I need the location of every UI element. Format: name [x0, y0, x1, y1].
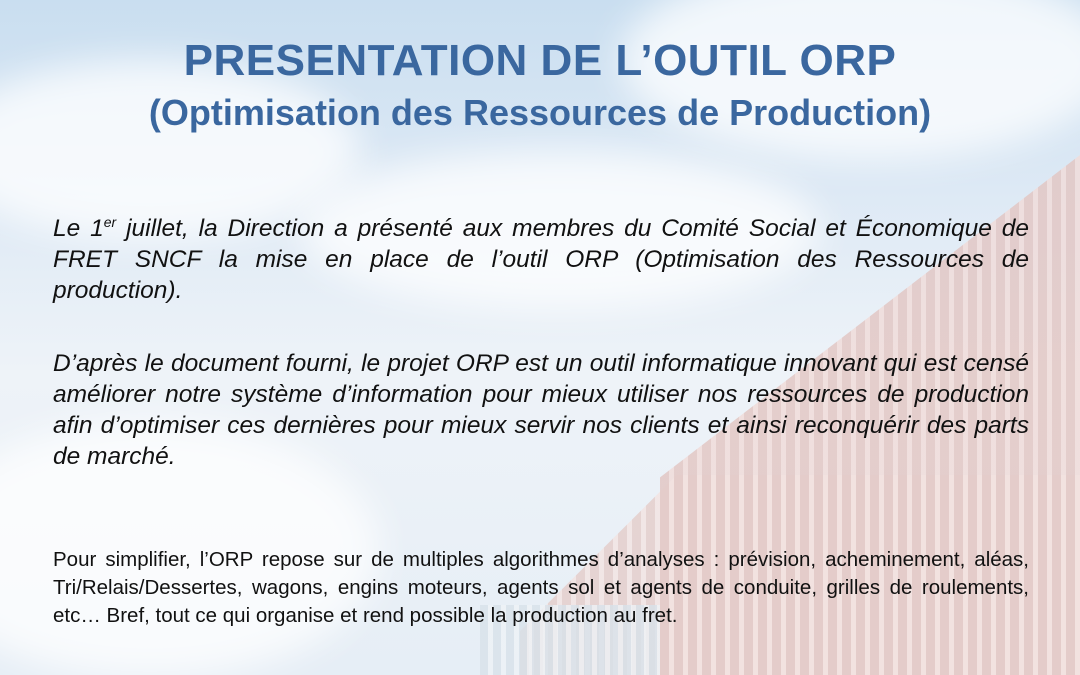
- paragraph-intro-text: juillet, la Direction a présenté aux membres du Comité Social et Économique de FRET SNCF la mise en place de l’outil ORP (Optimisation des Ressources de production).: [53, 215, 1029, 304]
- paragraph-summary: Pour simplifier, l’ORP repose sur de multiples algorithmes d’analyses : prévision, acheminement, aléas, Tri/Relais/Dessertes, wagons, engins moteurs, agents sol et agents de conduite, grilles de roulements, etc… Bref, tout ce qui organise et rend possible la production au fret.: [53, 548, 1029, 627]
- paragraph-project-description: D’après le document fourni, le projet ORP est un outil informatique innovant qui est censé améliorer notre système d’information pour mieux utiliser nos ressources de production afin d’optimiser ces dernières pour mieux servir nos clients et ainsi reconquérir des parts de marché.: [53, 350, 1029, 470]
- paragraph-intro-prefix: Le 1: [53, 215, 104, 242]
- page-title: PRESENTATION DE L’OUTIL ORP: [183, 36, 897, 85]
- paragraph-intro-superscript: er: [103, 213, 117, 230]
- paragraph-intro: [53, 213, 1029, 306]
- page-subtitle: (Optimisation des Ressources de Production): [148, 92, 932, 133]
